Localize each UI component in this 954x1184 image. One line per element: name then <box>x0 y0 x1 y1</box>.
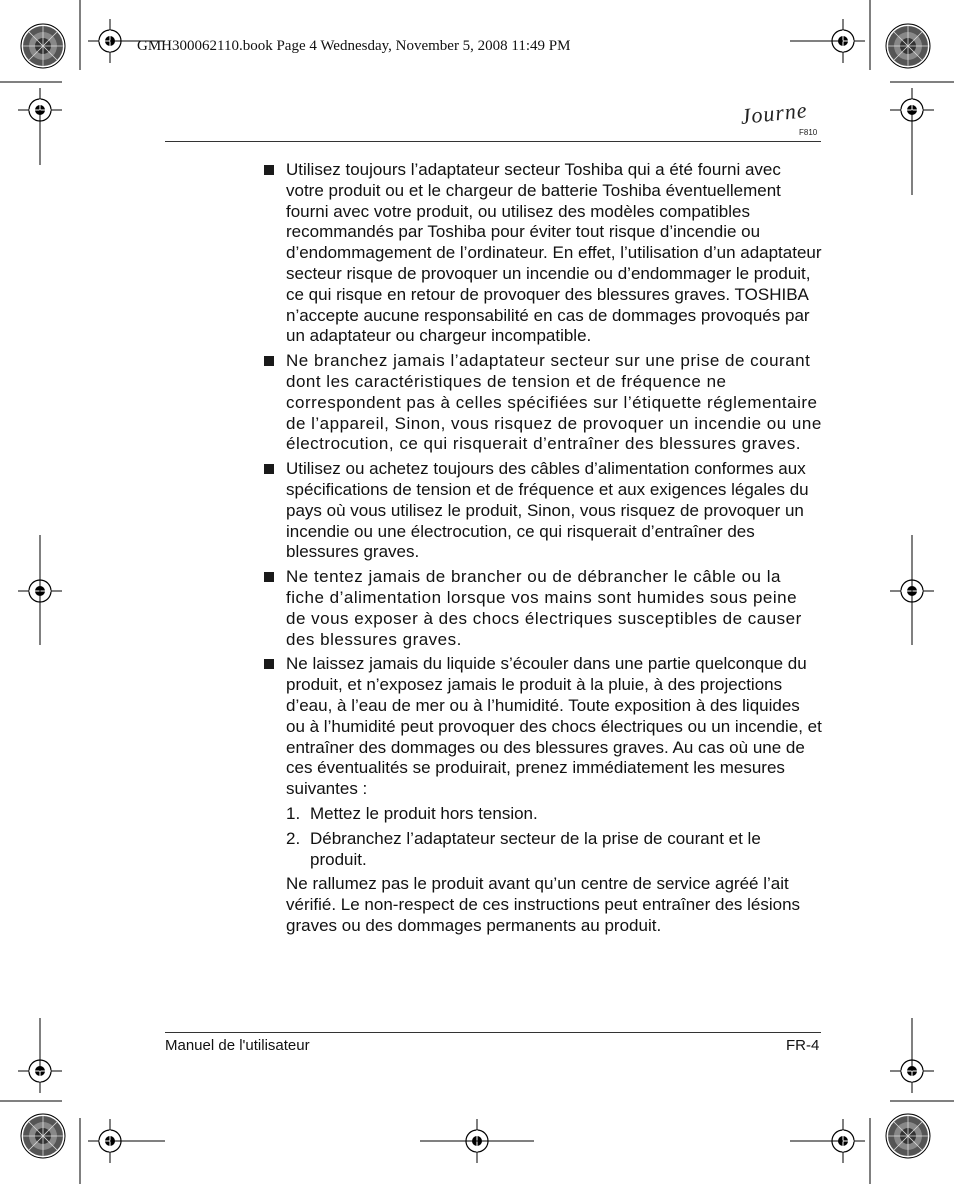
journe-logo: Journe <box>739 97 809 130</box>
bullet-item <box>262 567 822 650</box>
page-number: FR-4 <box>786 1037 820 1054</box>
footer-manual-title: Manuel de l'utilisateur <box>165 1037 310 1054</box>
step-text: Mettez le produit hors tension. <box>310 803 538 823</box>
model-label: F810 <box>799 128 818 137</box>
header-rule <box>165 141 821 142</box>
numbered-steps <box>286 804 822 870</box>
bullet-text: Ne branchez jamais l’adaptateur secteur sur une prise de courant dont les caractéristiques de tension et de fréquence ne correspondent pas à celles spécifiées sur l’étiquette réglementaire de l’appareil, Sinon, vous risquez de provoquer un incendie ou une électrocution, ce qui risquerait d’entraîner des blessures graves. <box>286 351 822 454</box>
safety-instructions <box>262 160 822 937</box>
step-number: 1. <box>286 803 301 823</box>
step-number: 2. <box>286 828 301 848</box>
closing-paragraph: Ne rallumez pas le produit avant qu’un centre de service agréé l’ait vérifié. Le non-respect de ces instructions peut entraîner des lésions graves ou des dommages permanents au produit. <box>286 874 801 935</box>
step-text: Débranchez l’adaptateur secteur de la prise de courant et le produit. <box>310 828 761 869</box>
bullet-text: Utilisez ou achetez toujours des câbles d’alimentation conformes aux spécifications de tension et de fréquence et aux exigences légales du pays où vous utilisez le produit, Sinon, vous risquez de provoquer un incendie ou une électrocution, ce qui risquerait d’entraîner des blessures graves. <box>286 459 809 562</box>
bullet-square-icon <box>264 572 274 582</box>
bullet-square-icon <box>264 464 274 474</box>
bullet-square-icon <box>264 356 274 366</box>
bullet-text: Utilisez toujours l’adaptateur secteur Toshiba qui a été fourni avec votre produit ou et le chargeur de batterie Toshiba éventuellement fourni avec votre produit, ou utilisez des modèles compatibles recommandés par Toshiba pour éviter tout risque d’incendie ou d’endommagement de l’ordinateur. En effet, l’utilisation d’un adaptateur secteur risque de provoquer un incendie ou d’endommager le produit, ce qui risque en retour de provoquer des blessures graves. TOSHIBA n’accepte aucune responsabilité en cas de dommages provoqués par un adaptateur ou chargeur incompatible. <box>286 160 822 346</box>
bullet-item <box>262 351 822 455</box>
step-item <box>286 829 822 871</box>
bullet-text: Ne laissez jamais du liquide s’écouler dans une partie quelconque du produit, et n’exposez jamais le produit à la pluie, à des projections d’eau, à l’eau de mer ou à l’humidité. Toute exposition à des liquides ou à l’humidité peut provoquer des chocs électriques ou un incendie, et entraîner des dommages ou des blessures graves. Au cas où une de ces éventualités se produirait, prenez immédiatement les mesures suivantes : <box>286 654 822 799</box>
bullet-item <box>262 459 822 563</box>
bullet-square-icon <box>264 165 274 175</box>
bullet-item <box>262 654 822 800</box>
book-info-line: GMH300062110.book Page 4 Wednesday, November 5, 2008 11:49 PM <box>137 38 571 54</box>
footer-rule <box>165 1032 821 1033</box>
bullet-text: Ne tentez jamais de brancher ou de débrancher le câble ou la fiche d’alimentation lorsque vos mains sont humides sous peine de vous exposer à des chocs électriques susceptibles de causer des blessures graves. <box>286 567 802 649</box>
bullet-square-icon <box>264 659 274 669</box>
bullet-item <box>262 160 822 347</box>
step-item <box>286 804 822 825</box>
